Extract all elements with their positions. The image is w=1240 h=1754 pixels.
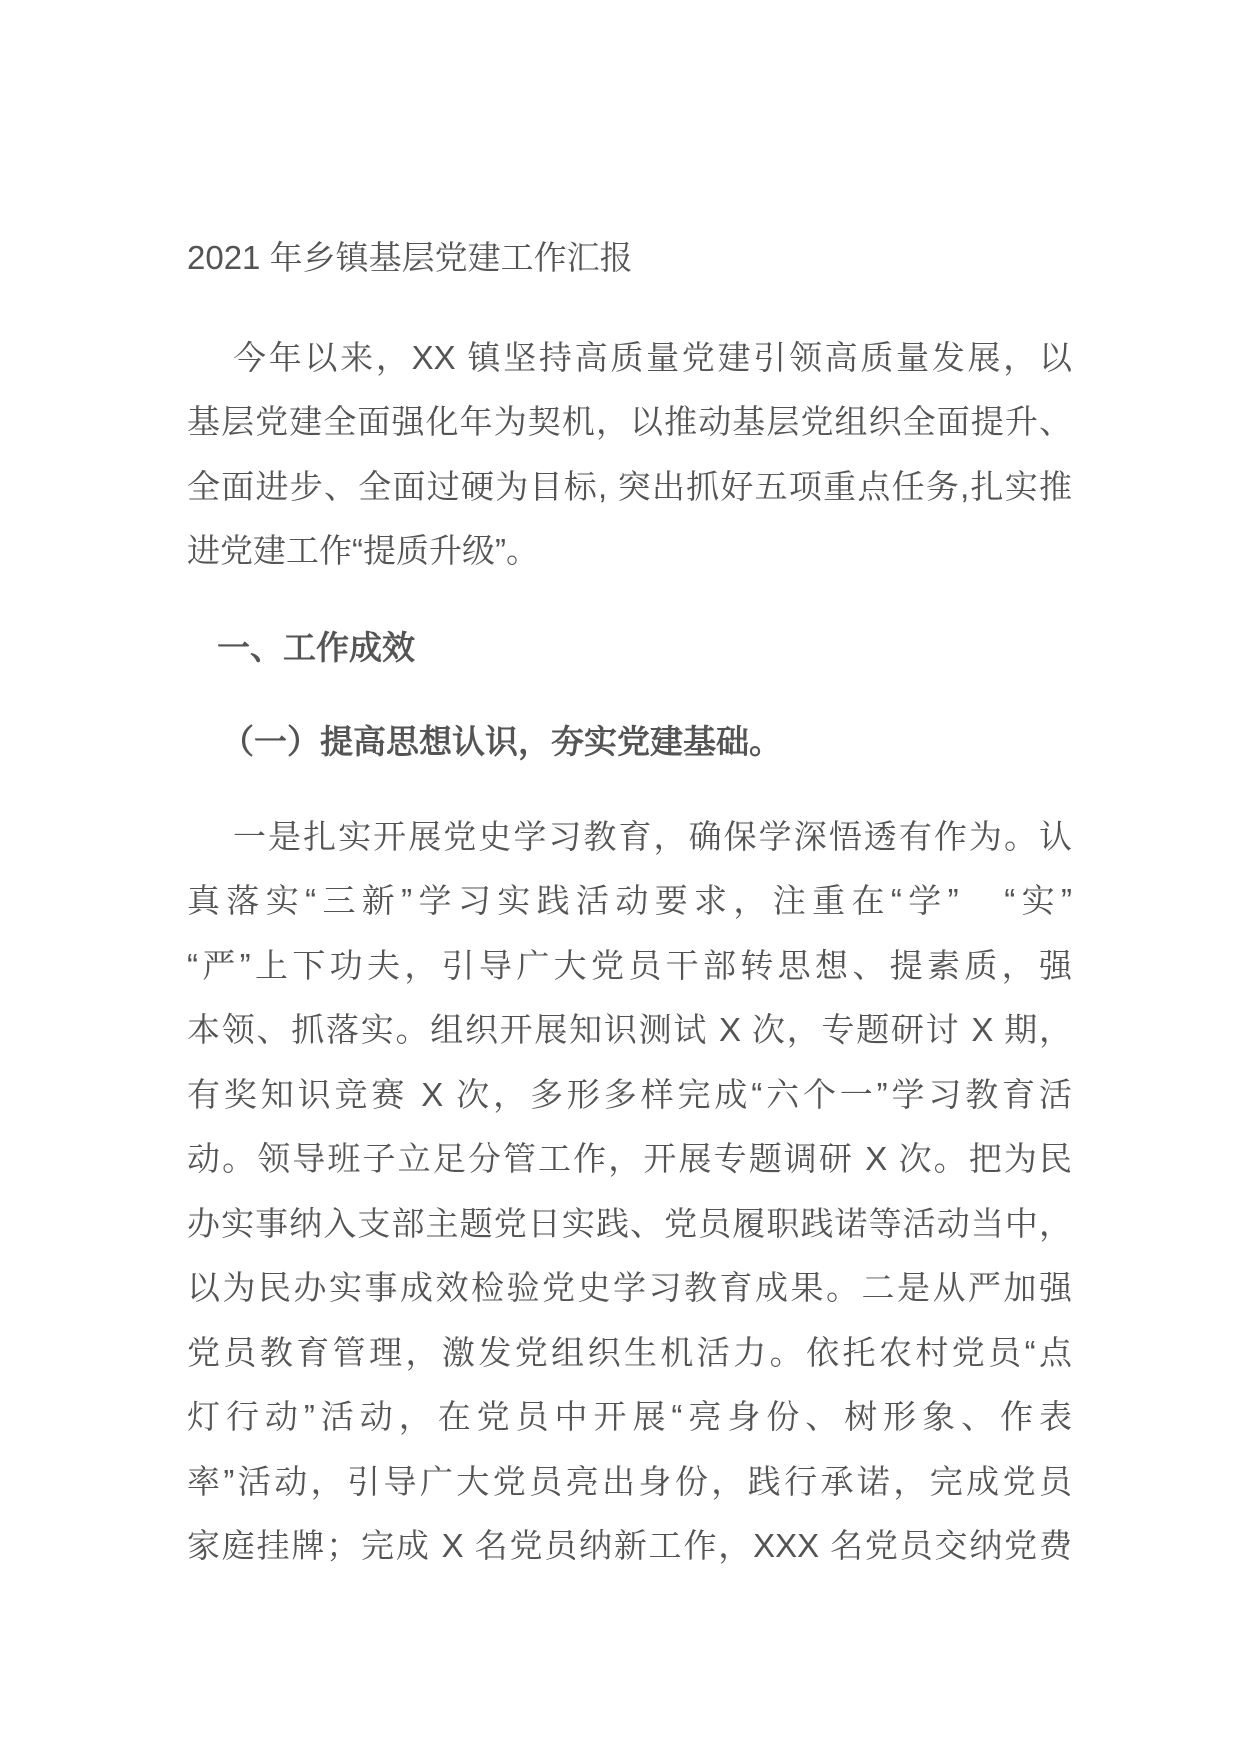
text-line: 今年以来，XX 镇坚持高质量党建引领高质量发展，以 (233, 338, 1072, 376)
section-heading: 一、工作成效 (217, 628, 415, 666)
text-line: 有奖知识竞赛 X 次，多形多样完成“六个一”学习教育活 (187, 1075, 1072, 1113)
body-paragraph (187, 805, 1072, 1579)
intro-paragraph (187, 326, 1072, 584)
text-line: 党员教育管理，激发党组织生机活力。依托农村党员“点 (187, 1333, 1072, 1371)
text-line: 基层党建全面强化年为契机，以推动基层党组织全面提升、 (187, 403, 1072, 440)
text-line: 动。领导班子立足分管工作，开展专题调研 X 次。把为民 (187, 1140, 1072, 1177)
text-line: 一是扎实开展党史学习教育，确保学深悟透有作为。认 (233, 817, 1072, 855)
document-title: 2021 年乡镇基层党建工作汇报 (187, 239, 633, 276)
text-line: 灯行动”活动，在党员中开展“亮身份、树形象、作表 (187, 1398, 1072, 1435)
text-line: 进党建工作“提质升级”。 (187, 532, 539, 569)
text-line: 率”活动，引导广大党员亮出身份，践行承诺，完成党员 (187, 1462, 1072, 1500)
text-line: “严”上下功夫，引导广大党员干部转思想、提素质，强 (187, 946, 1072, 984)
subsection-heading: （一）提高思想认识，夯实党建基础。 (221, 723, 782, 760)
text-line: 以为民办实事成效检验党史学习教育成果。二是从严加强 (187, 1269, 1072, 1306)
text-line: 办实事纳入支部主题党日实践、党员履职践诺等活动当中， (187, 1204, 1072, 1242)
text-line: 本领、抓落实。组织开展知识测试 X 次，专题研讨 X 期， (187, 1011, 1072, 1048)
text-line: 全面进步、全面过硬为目标, 突出抓好五项重点任务,扎实推 (187, 467, 1072, 505)
text-line: 真落实“三新”学习实践活动要求，注重在“学” “实” (187, 882, 1072, 919)
text-line: 家庭挂牌；完成 X 名党员纳新工作，XXX 名党员交纳党费 (187, 1527, 1072, 1564)
